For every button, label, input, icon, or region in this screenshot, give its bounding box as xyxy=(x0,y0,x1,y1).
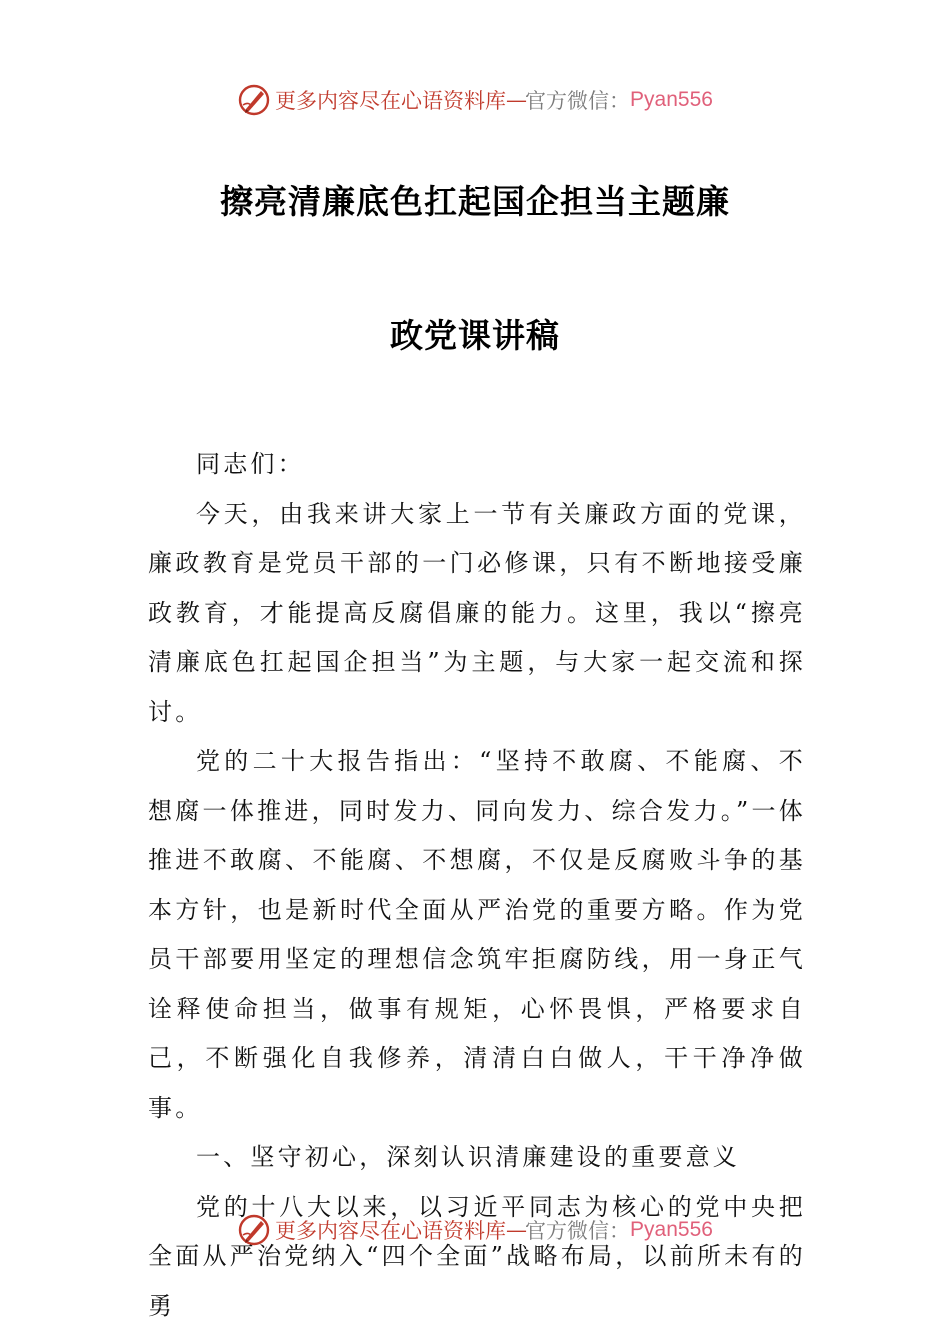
watermark-main-text: 更多内容尽在心语资料库 xyxy=(275,89,507,113)
section-heading: 一、坚守初心，深刻认识清廉建设的重要意义 xyxy=(196,1143,740,1171)
body-paragraph: 党的二十大报告指出：“坚持不敢腐、不能腐、不想腐一体推进，同时发力、同向发力、综合发力。”一体推进不敢腐、不能腐、不想腐，不仅是反腐败斗争的基本方针，也是新时代全面从严治党的重要方略。作为党员干部要用坚定的理想信念筑牢拒腐防线，用一身正气诠释使命担当，做事有规矩，心怀畏惧，严格要求自己，不断强化自我修养，清清白白做人，干干净净做事。 xyxy=(148,747,806,1122)
header-watermark xyxy=(0,80,950,120)
document-title-line-2: 政党课讲稿 xyxy=(390,316,560,355)
salutation: 同志们： xyxy=(196,450,305,478)
footer-watermark xyxy=(0,1210,950,1250)
pen-logo-icon xyxy=(237,83,271,117)
watermark-wechat-id: Pyan556 xyxy=(630,88,713,111)
body-paragraph: 今天，由我来讲大家上一节有关廉政方面的党课，廉政教育是党员干部的一门必修课，只有不断地接受廉政教育，才能提高反腐倡廉的能力。这里，我以“擦亮清廉底色扛起国企担当”为主题，与大家一起交流和探讨。 xyxy=(148,499,806,726)
document-body xyxy=(148,440,806,1331)
watermark-main-text: 更多内容尽在心语资料库 xyxy=(275,1219,507,1243)
watermark-wechat-id: Pyan556 xyxy=(630,1218,713,1241)
body-paragraph: 党的十八大以来，以习近平同志为核心的党中央把全面从严治党纳入“四个全面”战略布局，以前所未有的勇 xyxy=(148,1192,806,1320)
document-title-line-1: 擦亮清廉底色扛起国企担当主题廉 xyxy=(220,182,730,221)
watermark-official-text: 官方微信： xyxy=(525,1219,631,1243)
watermark-official-text: 官方微信： xyxy=(525,89,631,113)
pen-logo-icon xyxy=(237,1213,271,1247)
watermark-dash: — xyxy=(506,1218,526,1242)
watermark-dash: — xyxy=(506,88,526,112)
